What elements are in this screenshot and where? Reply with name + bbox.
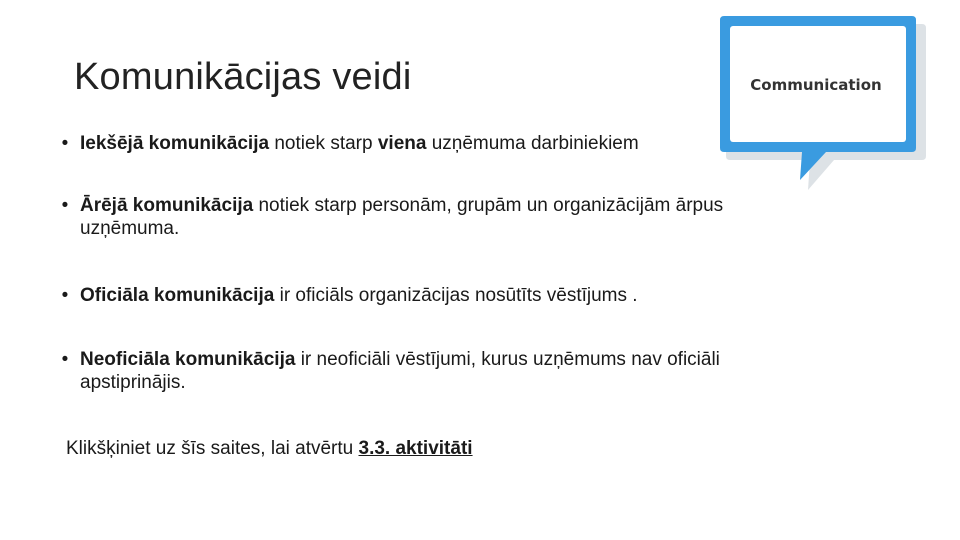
logo-text: Communication — [750, 76, 882, 94]
bullet-internal-communication — [58, 132, 758, 155]
bullet-official-communication — [58, 284, 738, 307]
bullet-text: ir neoficiāli vēstījumi, kurus uzņēmums nav oficiāli apstiprinājis. — [80, 349, 720, 393]
bullet-dot: • — [61, 349, 69, 370]
term-external: Ārējā komunikācija — [80, 195, 254, 216]
bullet-external-communication — [58, 194, 738, 240]
communication-logo — [716, 10, 928, 192]
activity-link-line — [66, 438, 473, 460]
bullet-dot: • — [61, 195, 69, 216]
term-unofficial: Neoficiāla komunikācija — [80, 349, 296, 370]
term-official: Oficiāla komunikācija — [80, 285, 275, 306]
bullet-dot: • — [61, 285, 69, 306]
slide-title: Komunikācijas veidi — [74, 56, 412, 98]
bullet-text: notiek starp personām, grupām un organizācijām ārpus uzņēmuma. — [80, 195, 724, 239]
bullet-text: ir oficiāls organizācijas nosūtīts vēstījums . — [274, 285, 638, 306]
term-one: viena — [377, 133, 427, 154]
speech-bubble-icon — [716, 10, 928, 192]
term-internal: Iekšējā komunikācija — [80, 133, 270, 154]
bullet-text: notiek starp — [269, 133, 378, 154]
link-prefix: Klikšķiniet uz šīs saites, lai atvērtu — [66, 438, 359, 459]
bullet-unofficial-communication — [58, 348, 738, 394]
bullet-text: uzņēmuma darbiniekiem — [426, 133, 639, 154]
bullet-dot: • — [61, 133, 69, 154]
activity-link[interactable]: 3.3. aktivitāti — [358, 438, 473, 459]
